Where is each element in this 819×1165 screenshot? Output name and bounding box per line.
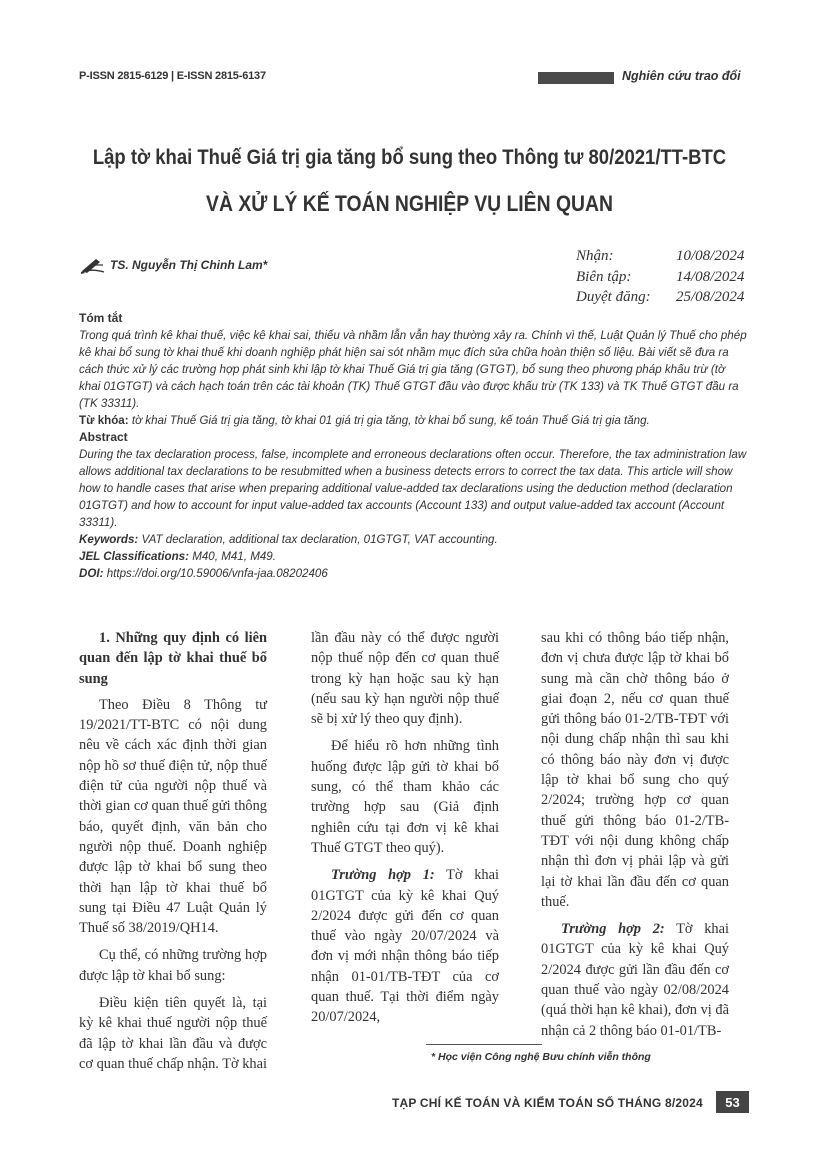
paragraph: sau khi có thông báo tiếp nhận, đơn vị chưa được lập tờ khai bổ sung mà cần chờ thông báo ở giai đoạn 2, nếu cơ quan thuế gửi thông báo 01-2/TB-TĐT với nội dung chấp nhận thì sau khi có thông báo này đơn vị được lập tờ khai bổ sung cho quý 2/2024; trường hợp cơ quan thuế gửi thông báo 01-2/TB-TĐT với nội dung không chấp nhận thì đơn vị phải lập và gửi lại tờ khai lần đầu đến cơ quan thuế. <box>541 630 729 910</box>
case-2: Trường hợp 2: Tờ khai 01GTGT của kỳ kê khai Quý 2/2024 được gửi lần đầu đến cơ quan thuế vào ngày 02/08/2024 (quá thời hạn kê khai), đơn vị đã nhận cả 2 thông báo 01-01/TB- <box>541 921 729 1039</box>
paragraph: Để hiểu rõ hơn những tình huống được lập gửi tờ khai bổ sung, có thể tham khảo các trường hợp sau (Giả định nghiên cứu tại đơn vị kê khai Thuế GTGT theo quý). <box>311 738 499 856</box>
body-column-1 <box>79 628 267 1081</box>
summary-text: Trong quá trình kê khai thuế, việc kê khai sai, thiếu và nhầm lẫn vẫn hay thường xảy ra. Chính vì thế, Luật Quản lý Thuế cho phép kê khai bổ sung tờ khai thuế khi doanh nghiệp phát hiện sai sót nhầm mục đích sửa chữa hoàn thiện số liệu. Bài viết sẽ đưa ra cách thức xử lý các trường hợp phát sinh khi lập tờ khai Thuế Giá trị gia tăng (GTGT), bổ sung theo phương pháp khấu trừ (tờ khai 01GTGT) và cách hạch toán trên các tài khoản (TK) Thuế GTGT đầu vào được khấu trừ (TK 133) và TK Thuế GTGT đầu ra (TK 33311). <box>79 329 747 410</box>
article-title-line2: VÀ XỬ LÝ KẾ TOÁN NGHIỆP VỤ LIÊN QUAN <box>206 191 613 216</box>
paragraph: Điều kiện tiên quyết là, tại kỳ kê khai thuế người nộp thuế đã lập tờ khai lần đầu và được cơ quan thuế chấp nhận. Tờ khai <box>79 995 267 1072</box>
jel-classifications: JEL Classifications: M40, M41, M49. <box>79 550 276 563</box>
date-approved: Duyệt đăng: 25/08/2024 <box>576 289 745 305</box>
body-column-3 <box>541 628 729 1048</box>
paragraph: Cụ thể, có những trường hợp được lập tờ khai bổ sung: <box>79 947 267 984</box>
dates-block <box>576 246 744 308</box>
footnote-divider <box>426 1044 542 1045</box>
case-1: Trường hợp 1: Tờ khai 01GTGT của kỳ kê khai Quý 2/2024 được gửi đến cơ quan thuế vào ngày 20/07/2024 và đơn vị mới nhận thông báo tiếp nhận 01-01/TB-TĐT của cơ quan thuế. Tại thời điểm ngày 20/07/2024, <box>311 867 499 1026</box>
author <box>80 256 267 274</box>
section-heading: 1. Những quy định có liên quan đến lập tờ khai thuế bổ sung <box>79 630 267 687</box>
doi-link[interactable]: https://doi.org/10.59006/vnfa-jaa.08202406 <box>106 567 328 580</box>
journal-footer: TẠP CHÍ KẾ TOÁN VÀ KIỂM TOÁN SỐ THÁNG 8/2024 <box>392 1096 703 1110</box>
abstract-heading: Abstract <box>79 430 128 444</box>
abstract-text: During the tax declaration process, false, incomplete and erroneous declarations often occur. Therefore, the tax administration law allows additional tax declarations to be resubmitted when a business detects errors to correct the tax data. This article will show how to handle cases that arise when preparing additional value-added tax declarations using the deduction method (declaration 01GTGT) and how to account for input value-added tax accounts (Account 133) and output value-added tax account (Account 33311). <box>79 448 747 529</box>
article-title-line1: Lập tờ khai Thuế Giá trị gia tăng bổ sung theo Thông tư 80/2021/TT-BTC <box>92 146 727 169</box>
body-column-2 <box>311 628 499 1035</box>
paragraph: Theo Điều 8 Thông tư 19/2021/TT-BTC có nội dung nêu về cách xác định thời gian nộp hồ sơ thuế điện tử, nộp thuế điện tử của người nộp thuế và thời gian cơ quan thuế gửi thông báo, quyết định, văn bản cho người nộp thuế. Doanh nghiệp được lập tờ khai bổ sung theo thời hạn lập tờ khai thuế bổ sung tại Điều 47 Luật Quản lý Thuế số 38/2019/QH14. <box>79 696 267 937</box>
date-received: Nhận: 10/08/2024 <box>576 248 745 264</box>
issn-line: P-ISSN 2815-6129 | E-ISSN 2815-6137 <box>79 70 266 82</box>
summary-heading: Tóm tắt <box>79 311 123 325</box>
summary-vi <box>79 310 749 582</box>
footnote: * Học viện Công nghệ Bưu chính viễn thông <box>431 1051 651 1063</box>
section-label: Nghiên cứu trao đổi <box>622 69 741 83</box>
author-name: TS. Nguyễn Thị Chinh Lam* <box>110 258 268 272</box>
page-number: 53 <box>716 1091 749 1113</box>
keywords-en: Keywords: VAT declaration, additional tax declaration, 01GTGT, VAT accounting. <box>79 533 498 546</box>
keywords-vi: Từ khóa: tờ khai Thuế Giá trị gia tăng, tờ khai 01 giá trị gia tăng, tờ khai bổ sung, kế toán Thuế Giá trị gia tăng. <box>79 414 650 427</box>
header-bar <box>538 72 614 84</box>
paragraph: lần đầu này có thể được người nộp thuế nộp đến cơ quan thuế trong kỳ hạn hoặc sau kỳ hạn (nếu sau kỳ hạn người nộp thuế sẽ bị xử lý theo quy định). <box>311 630 499 728</box>
pen-icon <box>80 256 106 274</box>
date-edited: Biên tập: 14/08/2024 <box>576 268 745 285</box>
doi-line: DOI: https://doi.org/10.59006/vnfa-jaa.08202406 <box>79 567 328 580</box>
